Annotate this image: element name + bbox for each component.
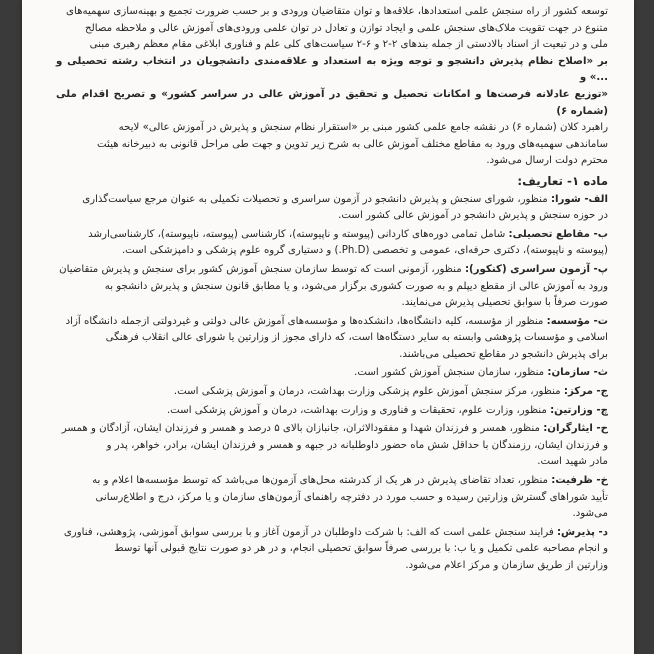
definition-text: منظور، تعداد تقاضای پذیرش در هر یک از کدرشته محل‌های آزمون‌ها می‌باشد که توسط مؤسسه‌ها اعلام و به — [92, 475, 548, 487]
document-page — [22, 0, 634, 654]
definition-text: در حوزه سنجش و پذیرش دانشجو در آموزش عالی کشور است. — [338, 210, 608, 222]
definition-item — [56, 262, 608, 312]
definition-text: می‌شود. — [572, 508, 608, 520]
definition-label: خ- ظرفیت: — [551, 475, 608, 487]
definition-item — [56, 227, 608, 260]
article-heading: ماده ۱- تعاریف: — [517, 173, 608, 188]
definition-label: ج- مرکز: — [563, 386, 608, 398]
definition-label: ت- مؤسسه: — [546, 315, 608, 327]
definition-text: اسلامی و مؤسسات پژوهشی وابسته به سایر دستگاه‌ها است، که دارای مجوز از وزارتین یا شورای عالی انقلاب فرهنگی — [105, 332, 608, 344]
document-body — [56, 4, 608, 654]
definition-item — [56, 525, 608, 575]
intro-line: متنوع در جهت تقویت ملاک‌های سنجش علمی و ایجاد توازن و تعادل در توان علمی ورودی‌های آموزش عالی و ملاحظه مصالح — [85, 22, 608, 34]
definition-text: و انجام مصاحبه علمی تکمیل و یا ب: با بررسی صرفاً سوابق تحصیلی انجام، و در هر دو صورت نتایج قبولی آنها توسط — [114, 543, 608, 555]
definition-text: صورت صرفاً با سوابق تحصیلی پذیرش می‌نمایند. — [401, 297, 608, 309]
definition-item — [56, 473, 608, 523]
intro-line: «توزیع عادلانه فرصت‌ها و امکانات تحصیل و تحقیق در آموزش عالی در سراسر کشور» و تصریح اقدام ملی (شماره ۶) — [56, 88, 608, 117]
definition-label: ح- ایثارگران: — [543, 423, 608, 435]
definition-text: شامل تمامی دوره‌های کاردانی (پیوسته و ناپیوسته)، کارشناسی (پیوسته، ناپیوسته)، کارشناسی‌ارشد — [88, 228, 506, 240]
intro-line: ساماندهی سهمیه‌های ورود به مقاطع مختلف آموزش عالی به شرح زیر تدوین و جهت طی مراحل قانونی به دبیرخانه هیئت — [97, 138, 608, 150]
definition-item — [56, 365, 608, 382]
intro-line: محترم دولت ارسال می‌شود. — [486, 155, 608, 167]
definition-label: ب- مقاطع تحصیلی: — [508, 228, 608, 240]
definition-text: (پیوسته و ناپیوسته)، دکتری حرفه‌ای، عمومی و تخصصی (Ph.D.) و دستیاری گروه علوم پزشکی و دامپزشکی است. — [121, 245, 608, 257]
definition-text: منظور، وزارت علوم، تحقیقات و فناوری و وزارت بهداشت، درمان و آموزش پزشکی است. — [166, 404, 547, 416]
definition-item — [56, 421, 608, 471]
definition-text: منظور از مؤسسه، کلیه دانشگاه‌ها، دانشکده‌ها و مؤسسه‌های آموزش عالی دولتی و غیردولتی ازجمله دانشگاه آزاد — [65, 315, 544, 327]
definition-label: ث- سازمان: — [547, 367, 608, 379]
definition-text: منظور، مرکز سنجش آموزش علوم پزشکی وزارت بهداشت، درمان و آموزش پزشکی است. — [173, 386, 561, 398]
definition-item — [56, 192, 608, 225]
definition-text: منظور، سازمان سنجش آموزش کشور است. — [354, 367, 545, 379]
intro-line: توسعه کشور از راه سنجش علمی استعدادها، علاقه‌ها و توان متقاضیان ورودی و بر حسب ضرورت تجمیع و بهینه‌سازی سهمیه‌های — [66, 6, 608, 17]
definition-text: منظور، شورای سنجش و پذیرش دانشجو در آزمون سراسری و تحصیلات تکمیلی به عنوان مرجع سیاست‌گذاری — [82, 193, 548, 205]
intro-paragraph — [56, 4, 608, 170]
definition-item — [56, 403, 608, 420]
definition-text: برای پذیرش دانشجو در مقاطع تحصیلی می‌باشند. — [399, 348, 608, 360]
definition-label: د- پذیرش: — [556, 526, 608, 538]
definition-text: منظور، همسر و فرزندان شهدا و مفقودالاثران، جانبازان بالای ۵ درصد و همسر و فرزندان ایشان، آزادگان و همسر — [61, 423, 540, 435]
definition-text: وزارتین از طریق سازمان و مرکز اعلام می‌شود. — [405, 560, 608, 571]
intro-line: بر «اصلاح نظام پذیرش دانشجو و توجه ویژه به استعداد و علاقه‌مندی دانشجویان در انتخاب رشته تحصیلی و ...» و — [56, 55, 608, 84]
definition-text: مادر شهید است. — [537, 456, 608, 468]
definition-text: تأیید شوراهای گسترش وزارتین رسیده و حسب مورد در دفترچه راهنمای آزمون‌های سازمان و یا مرکز، درج و اطلاع‌رسانی — [95, 491, 608, 503]
definition-label: چ- وزارتین: — [550, 404, 608, 416]
definition-text: فرایند سنجش علمی است که الف: با شرکت داوطلبان در آزمون آغاز و با بررسی سوابق آموزشی، پژوهشی، فناوری — [63, 526, 554, 538]
definition-item — [56, 384, 608, 401]
definition-text: ورود به آموزش عالی از مقطع دیپلم و به صورت کشوری برگزار می‌شود، و یا مطابق قانون سنجش و پذیرش دانشجو به — [104, 280, 608, 292]
definition-text: منظور، آزمونی است که توسط سازمان سنجش آموزش کشور برای سنجش و پذیرش متقاضیان — [59, 263, 462, 275]
definition-label: الف- شورا: — [550, 193, 608, 205]
intro-line: راهبرد کلان (شماره ۶) در نقشه جامع علمی کشور مبنی بر «استقرار نظام سنجش و پذیرش در آموزش عالی» لایحه — [118, 122, 608, 134]
definition-text: و فرزندان ایشان، رزمندگان با حداقل شش ماه حضور داوطلبانه در جبهه و همسر و فرزندان ایشان، برادر، خواهر، پدر و — [106, 439, 608, 451]
intro-line: ملی و در تبعیت از اسناد بالادستی از جمله بندهای ۲-۲ و ۶-۲ سیاست‌های کلی علم و فناوری ابلاغی مقام معظم رهبری مبنی — [89, 39, 608, 51]
definition-label: پ- آزمون سراسری (کنکور): — [464, 263, 608, 275]
definition-item — [56, 314, 608, 364]
